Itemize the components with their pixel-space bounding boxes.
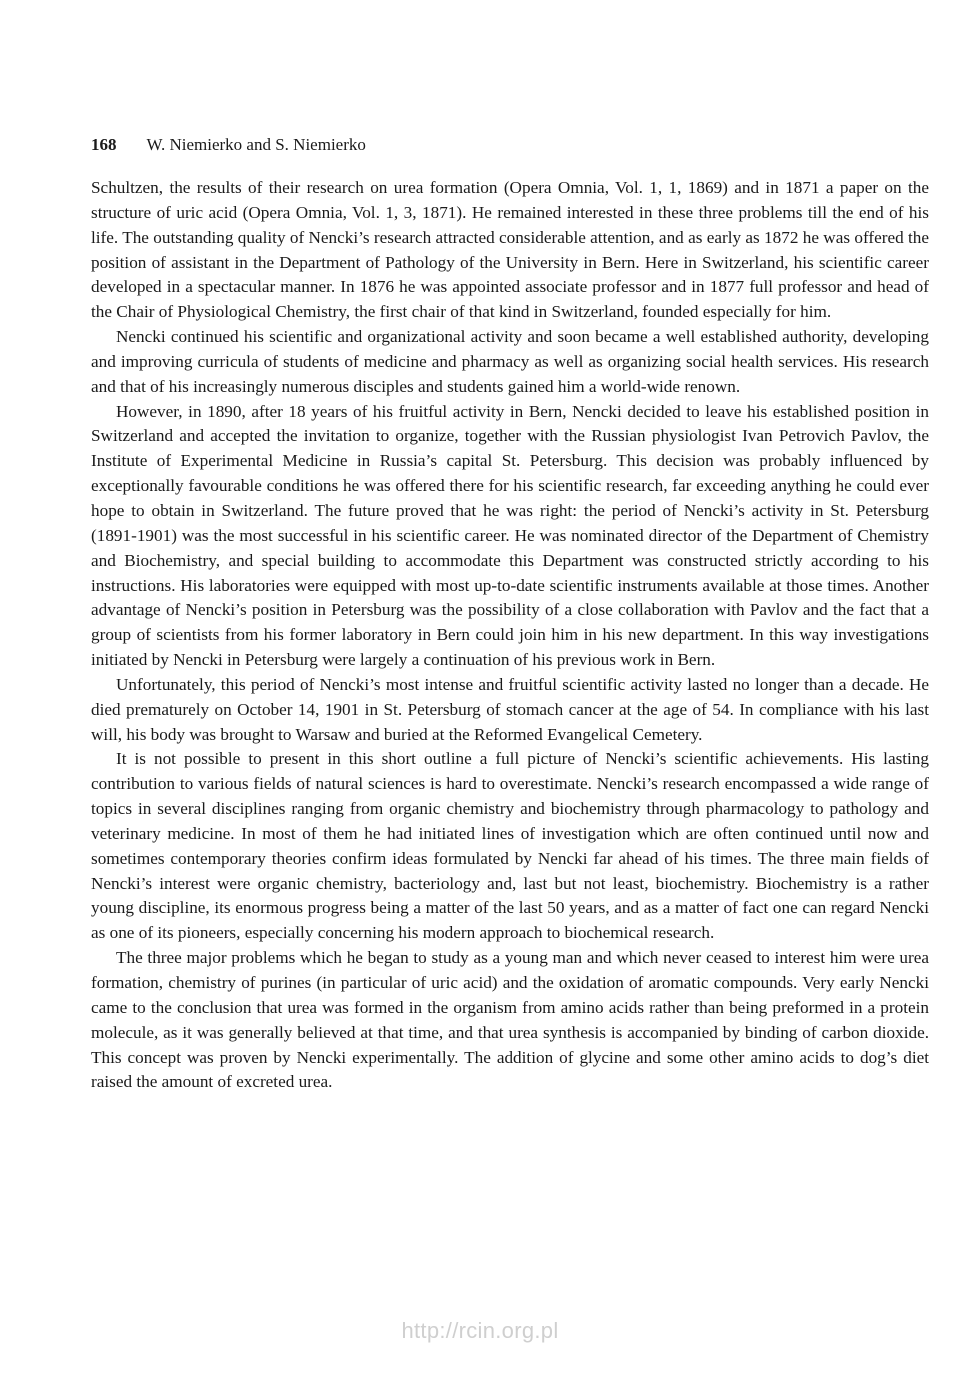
running-head-authors: W. Niemierko and S. Niemierko	[146, 135, 366, 154]
paragraph-continuation: Schultzen, the results of their research on urea formation (Opera Omnia, Vol. 1, 1, 1869) and in 1871 a paper on the structure of uric acid (Opera Omnia, Vol. 1, 3, 1871). He remained interested in these three problems till the end of his life. The outstanding quality of Nencki’s research attracted considerable attention, and as early as 1872 he was offered the position of assistant in the Department of Pathology of the University in Bern. Here in Switzerland, his scientific career developed in a spectacular manner. In 1876 he was appointed associate professor and in 1877 full professor and head of the Chair of Physiological Chemistry, the first chair of that kind in Switzerland, founded especially for him.	[91, 178, 929, 322]
running-head	[91, 134, 366, 156]
body-text	[91, 176, 929, 1095]
paragraph: The three major problems which he began to study as a young man and which never ceased to interest him were urea formation, chemistry of purines (in particular of uric acid) and the oxidation of aromatic compounds. Very early Nencki came to the conclusion that urea was formed in the organism from amino acids rather than being preformed in a protein molecule, as it was generally believed at that time, and that urea synthesis is accompanied by binding of carbon dioxide. This concept was proven by Nencki experimentally. The addition of glycine and some other amino acids to dog’s diet raised the amount of excreted urea.	[91, 948, 929, 1092]
paragraph: It is not possible to present in this short outline a full picture of Nencki’s scientific achievements. His lasting contribution to various fields of natural sciences is hard to overestimate. Nencki’s research encompassed a wide range of topics in several disciplines ranging from organic chemistry and biochemistry through pharmacology to pathology and veterinary medicine. In most of them he had initiated lines of investigation which are often continued until now and sometimes contemporary theories confirm ideas formulated by Nencki far ahead of his times. The three main fields of Nencki’s interest were organic chemistry, bacteriology and, last but not least, biochemistry. Biochemistry is a rather young discipline, its enormous progress being a matter of the last 50 years, and as a matter of fact one can regard Nencki as one of its pioneers, especially concerning his modern approach to biochemical research.	[91, 749, 929, 943]
paragraph: However, in 1890, after 18 years of his fruitful activity in Bern, Nencki decided to leave his established position in Switzerland and accepted the invitation to organize, together with the Russian physiologist Ivan Petrovich Pavlov, the Institute of Experimental Medicine in Russia’s capital St. Petersburg. This decision was probably influenced by exceptionally favourable conditions he was offered there for his scientific research, far exceeding anything he could ever hope to obtain in Switzerland. The future proved that he was right: the period of Nencki’s activity in St. Petersburg (1891-1901) was the most successful in his scientific career. He was nominated director of the Department of Chemistry and Biochemistry, and special building to accommodate this Department was constructed strictly according to his instructions. His laboratories were equipped with most up-to-date scientific instruments available at those times. Another advantage of Nencki’s position in Petersburg was the possibility of a close collaboration with Pavlov and the fact that a group of scientists from his former laboratory in Bern could join him in his new department. In this way investigations initiated by Nencki in Petersburg were largely a continuation of his previous work in Bern.	[91, 401, 929, 670]
footer-watermark-url: http://rcin.org.pl	[401, 1318, 559, 1343]
paragraph: Unfortunately, this period of Nencki’s most intense and fruitful scientific activity lasted no longer than a decade. He died prematurely on October 14, 1901 in St. Petersburg of stomach cancer at the age of 54. In compliance with his last will, his body was brought to Warsaw and buried at the Reformed Evangelical Cemetery.	[91, 674, 929, 744]
paragraph: Nencki continued his scientific and organizational activity and soon became a well established authority, developing and improving curricula of students of medicine and pharmacy as well as organizing social health services. His research and that of his increasingly numerous disciples and students gained him a world-wide renown.	[91, 327, 929, 396]
page-number: 168	[91, 135, 117, 154]
